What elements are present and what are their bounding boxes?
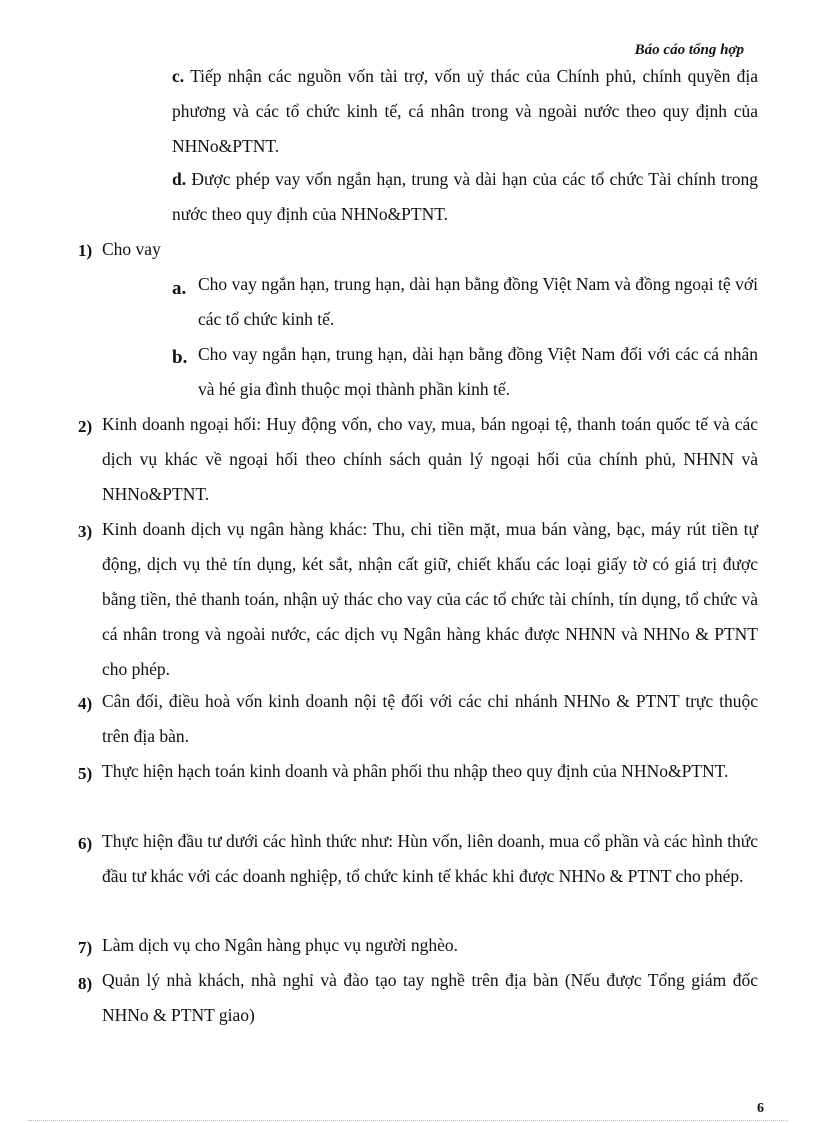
item-marker-2: 2) (78, 417, 93, 436)
item-marker-3: 3) (78, 522, 93, 541)
paragraph-1: Cho vay (102, 239, 161, 259)
paragraph-4: Cân đối, điều hoà vốn kinh doanh nội tệ đối với các chi nhánh NHNo & PTNT trực thuộc trên địa bàn. (102, 691, 758, 746)
paragraph-d (172, 162, 758, 232)
paragraph-8: Quản lý nhà khách, nhà nghỉ và đào tạo tay nghề trên địa bàn (Nếu được Tổng giám đốc NHNo & PTNT giao) (102, 970, 758, 1025)
paragraph-6: Thực hiện đầu tư dưới các hình thức như: Hùn vốn, liên doanh, mua cổ phần và các hình thức đầu tư khác với các doanh nghiệp, tổ chức kinh tế khác khi được NHNo & PTNT cho phép. (102, 831, 758, 886)
paragraph-c (172, 59, 758, 164)
item-marker-7: 7) (78, 938, 93, 957)
item-marker-1a: a. (172, 278, 187, 299)
item-marker-d: d. (172, 169, 187, 189)
item-text-c: Tiếp nhận các nguồn vốn tài trợ, vốn uỷ thác của Chính phủ, chính quyền địa phương và các tổ chức kinh tế, cá nhân trong và ngoài nước theo quy định của NHNo&PTNT. (172, 66, 758, 156)
item-text-d: Được phép vay vốn ngắn hạn, trung và dài hạn của các tổ chức Tài chính trong nước theo quy định của NHNo&PTNT. (172, 169, 758, 224)
paragraph-2: Kinh doanh ngoại hối: Huy động vốn, cho vay, mua, bán ngoại tệ, thanh toán quốc tế và các dịch vụ khác về ngoại hối theo chính sách quản lý ngoại hối của chính phủ, NHNN và NHNo&PTNT. (102, 414, 758, 504)
item-marker-4: 4) (78, 694, 93, 713)
paragraph-1b: Cho vay ngắn hạn, trung hạn, dài hạn bằng đồng Việt Nam đối với các cá nhân và hé gia đình thuộc mọi thành phần kinh tế. (198, 344, 758, 399)
paragraph-3: Kinh doanh dịch vụ ngân hàng khác: Thu, chi tiền mặt, mua bán vàng, bạc, máy rút tiền tự động, dịch vụ thẻ tín dụng, két sắt, nhận cất giữ, chiết khấu các loại giấy tờ có giá trị được bằng tiền, thẻ thanh toán, nhận uỷ thác cho vay của các tổ chức tài chính, tín dụng, tổ chức và cá nhân trong và ngoài nước, các dịch vụ Ngân hàng khác được NHNN và NHNo & PTNT cho phép. (102, 519, 758, 679)
item-marker-1: 1) (78, 241, 93, 260)
item-marker-1b: b. (172, 347, 188, 368)
footer-divider (28, 1120, 788, 1121)
item-marker-8: 8) (78, 974, 93, 993)
item-marker-5: 5) (78, 764, 93, 783)
page-number: 6 (757, 1101, 764, 1116)
paragraph-5: Thực hiện hạch toán kinh doanh và phân phối thu nhập theo quy định của NHNo&PTNT. (102, 761, 729, 781)
paragraph-1a: Cho vay ngắn hạn, trung hạn, dài hạn bằng đồng Việt Nam và đồng ngoại tệ với các tổ chức kinh tế. (198, 274, 758, 329)
item-marker-6: 6) (78, 834, 93, 853)
paragraph-7: Làm dịch vụ cho Ngân hàng phục vụ người nghèo. (102, 935, 459, 955)
document-header-title: Báo cáo tổng hợp (634, 42, 744, 58)
item-marker-c: c. (172, 66, 185, 86)
